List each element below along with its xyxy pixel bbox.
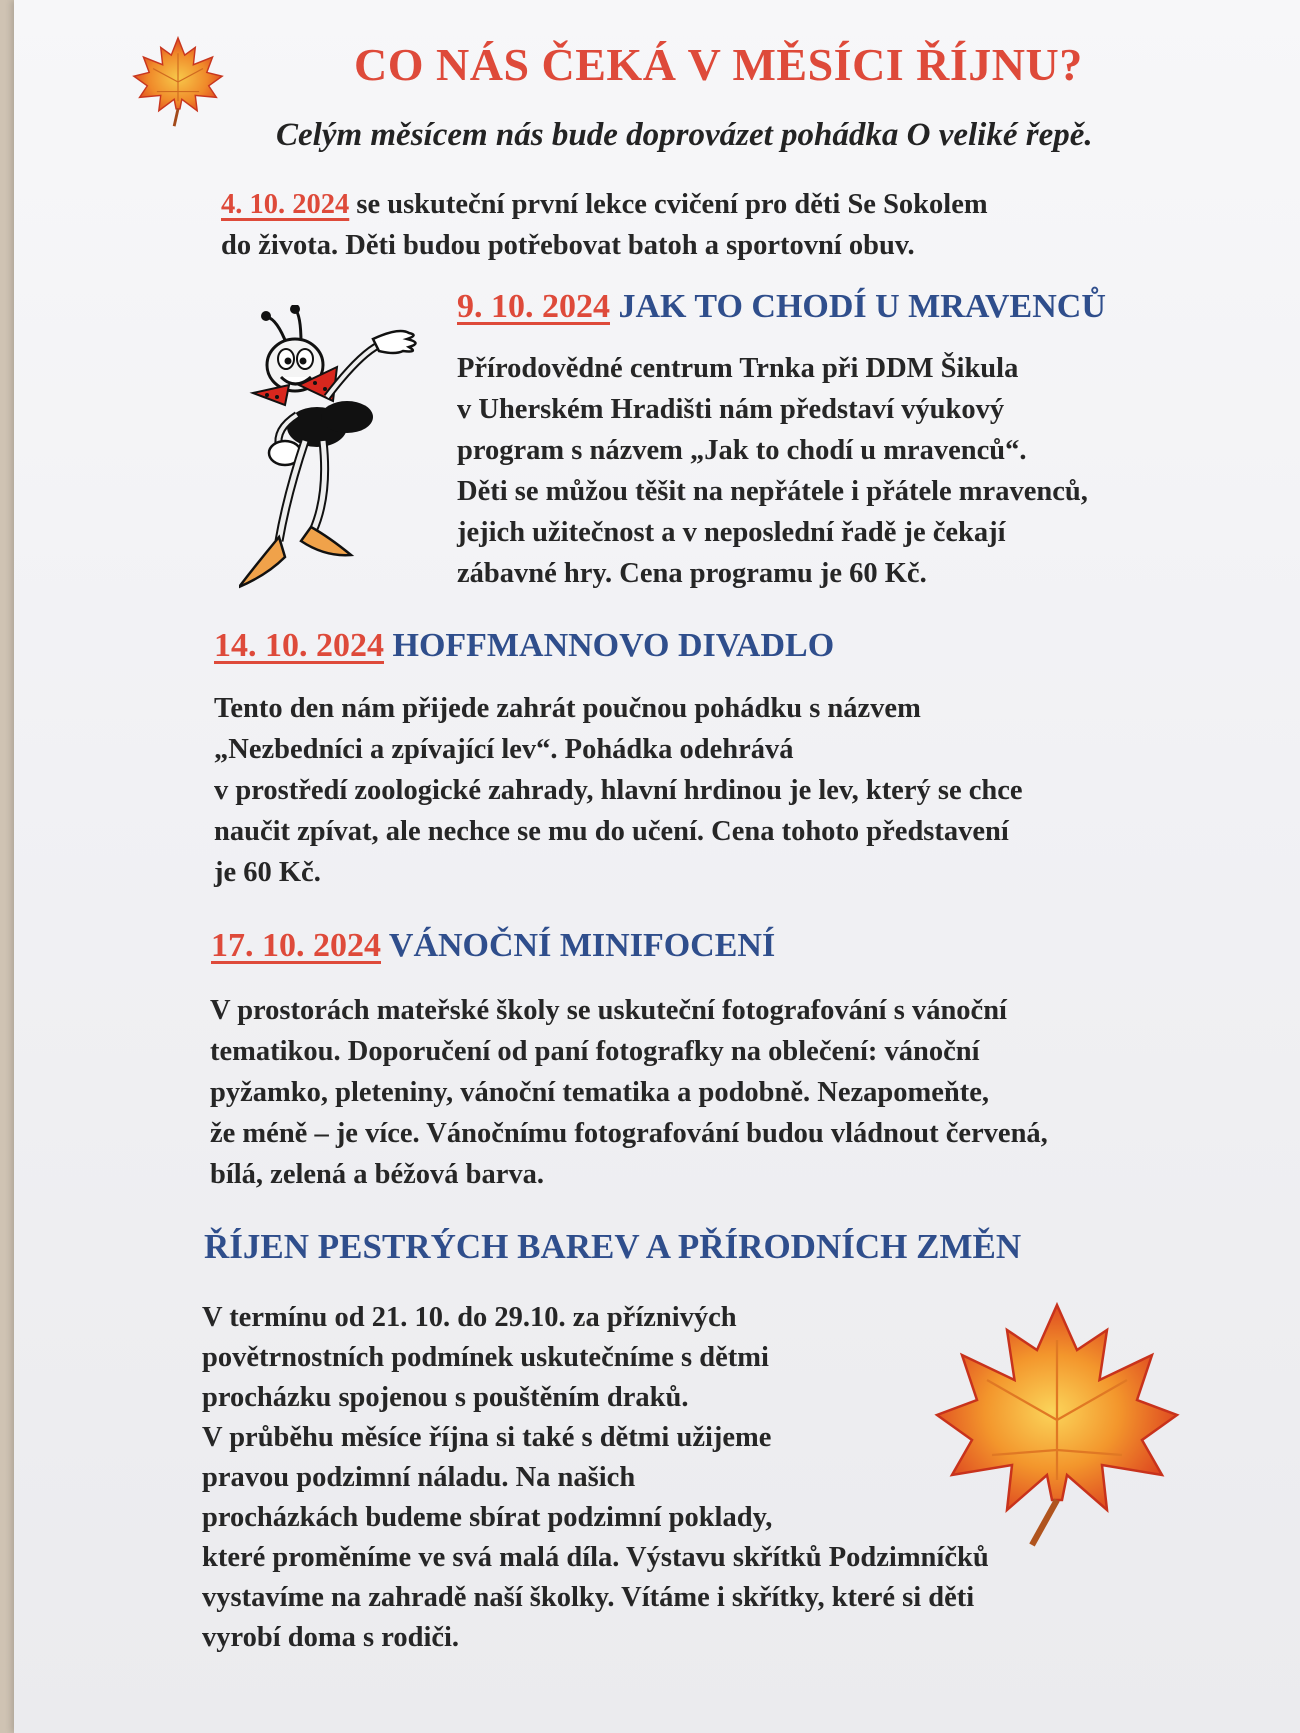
page-title: CO NÁS ČEKÁ V MĚSÍCI ŘÍJNU? xyxy=(354,39,1083,90)
event-date: 4. 10. 2024 xyxy=(221,189,350,220)
event-14-oct-text xyxy=(214,688,1023,893)
event-heading: HOFFMANNOVO DIVADLO xyxy=(392,627,835,664)
autumn-line: procházkách budeme sbírat podzimní poklady, xyxy=(202,1502,773,1533)
event-text: Přírodovědné centrum Trnka při DDM Šikula xyxy=(457,353,1019,384)
event-text: program s názvem „Jak to chodí u mravenců“. xyxy=(457,435,1027,466)
event-text: pyžamko, pleteniny, vánoční tematika a podobně. Nezapomeňte, xyxy=(210,1077,990,1108)
event-17-oct-heading xyxy=(211,927,775,965)
ant-cartoon-illustration xyxy=(239,305,449,595)
event-text: Děti se můžou těšit na nepřátele i přátele mravenců, xyxy=(457,476,1088,507)
event-text: v Uherském Hradišti nám představí výukový xyxy=(457,394,1005,425)
flyer-page xyxy=(14,0,1300,1733)
event-text: je 60 Kč. xyxy=(214,857,321,888)
event-text: se uskuteční první lekce cvičení pro děti Se Sokolem xyxy=(356,189,988,220)
event-text: že méně – je více. Vánočnímu fotografování budou vládnout červená, xyxy=(210,1118,1048,1149)
autumn-heading: ŘÍJEN PESTRÝCH BAREV A PŘÍRODNÍCH ZMĚN xyxy=(204,1227,1022,1266)
event-line xyxy=(221,184,988,225)
maple-leaf-icon xyxy=(932,1300,1182,1550)
event-date: 14. 10. 2024 xyxy=(214,627,384,664)
event-text: „Nezbedníci a zpívající lev“. Pohádka odehrává xyxy=(214,734,794,765)
event-heading: VÁNOČNÍ MINIFOCENÍ xyxy=(388,927,776,964)
event-text: do života. Děti budou potřebovat batoh a sportovní obuv. xyxy=(221,230,915,261)
event-text: zábavné hry. Cena programu je 60 Kč. xyxy=(457,558,927,589)
event-text: jejich užitečnost a v neposlední řadě je čekají xyxy=(457,517,1006,548)
event-date: 17. 10. 2024 xyxy=(211,927,381,964)
autumn-line: procházku spojenou s pouštěním draků. xyxy=(202,1382,689,1413)
event-text: V prostorách mateřské školy se uskuteční fotografování s vánoční xyxy=(210,995,1007,1026)
autumn-line: které proměníme ve svá malá díla. Výstavu skřítků Podzimníčků xyxy=(202,1542,989,1573)
page-subtitle: Celým měsícem nás bude doprovázet pohádka O veliké řepě. xyxy=(276,117,1093,153)
event-heading: JAK TO CHODÍ U MRAVENCŮ xyxy=(618,288,1106,325)
autumn-line: pravou podzimní náladu. Na našich xyxy=(202,1462,636,1493)
maple-leaf-icon xyxy=(130,34,226,130)
event-9-oct-heading xyxy=(457,288,1106,326)
autumn-line: povětrnostních podmínek uskutečníme s dětmi xyxy=(202,1342,769,1373)
autumn-line: V průběhu měsíce října si také s dětmi užijeme xyxy=(202,1422,772,1453)
autumn-text xyxy=(202,1298,989,1658)
autumn-line: vystavíme na zahradě naší školky. Vítáme i skřítky, které si děti xyxy=(202,1582,975,1613)
event-text: Tento den nám přijede zahrát poučnou pohádku s názvem xyxy=(214,693,921,724)
autumn-line: V termínu od 21. 10. do 29.10. za příznivých xyxy=(202,1302,737,1333)
event-14-oct-heading xyxy=(214,627,834,665)
event-text: v prostředí zoologické zahrady, hlavní hrdinou je lev, který se chce xyxy=(214,775,1023,806)
event-text: naučit zpívat, ale nechce se mu do učení. Cena tohoto představení xyxy=(214,816,1009,847)
event-17-oct-text xyxy=(210,990,1048,1195)
event-9-oct-text xyxy=(457,348,1088,594)
event-date: 9. 10. 2024 xyxy=(457,288,610,325)
event-text: bílá, zelená a béžová barva. xyxy=(210,1159,545,1190)
event-4-oct xyxy=(221,184,988,266)
event-text: tematikou. Doporučení od paní fotografky na oblečení: vánoční xyxy=(210,1036,980,1067)
autumn-line: vyrobí doma s rodiči. xyxy=(202,1622,460,1653)
